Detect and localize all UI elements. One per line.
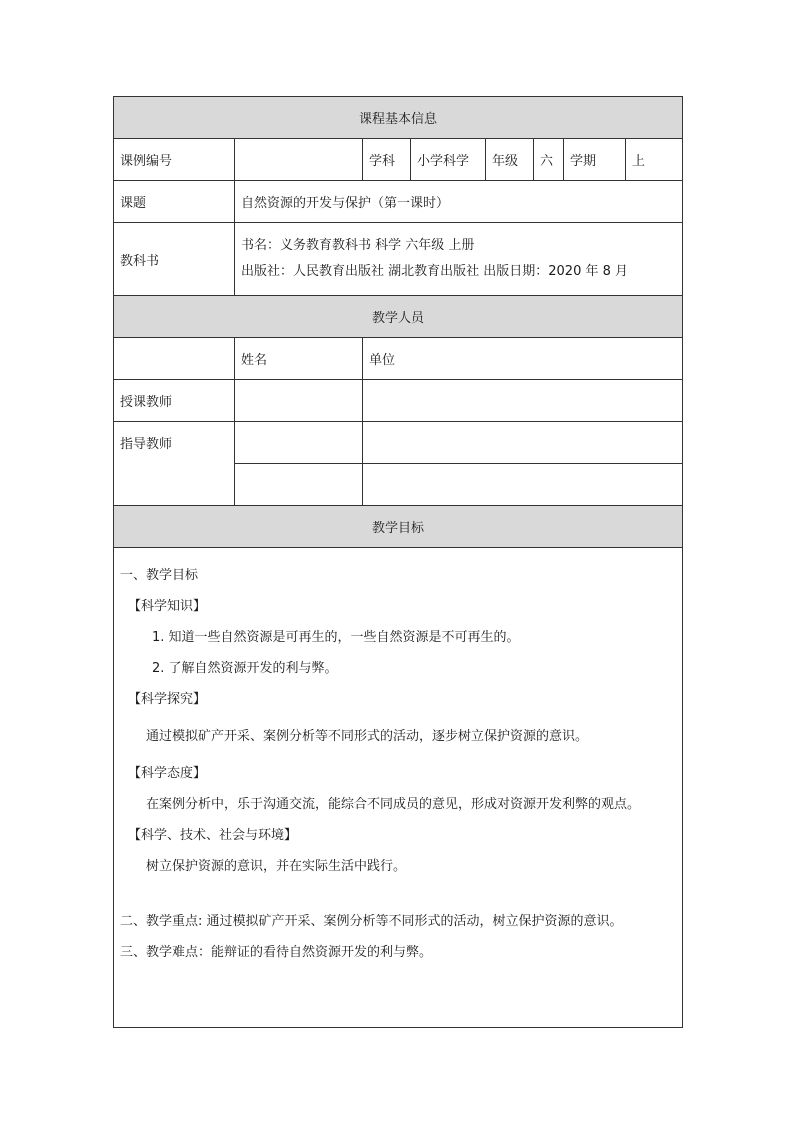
teacher-row [114, 380, 683, 422]
objectives-header-row [114, 506, 683, 548]
term-value: 上 [626, 139, 683, 181]
spacer [120, 882, 676, 906]
sts-text: 树立保护资源的意识，并在实际生活中践行。 [146, 859, 407, 874]
topic-row [114, 181, 683, 223]
knowledge-label: 【科学知识】 [128, 599, 207, 614]
textbook-info [235, 223, 683, 296]
difficulty: 三、教学难点：能辩证的看待自然资源开发的利与弊。 [120, 945, 433, 960]
objectives-content [114, 548, 683, 1028]
subject-label: 学科 [363, 139, 411, 181]
grade-value: 六 [534, 139, 564, 181]
objectives-heading: 一、教学目标 [120, 568, 199, 583]
advisor-row [114, 422, 683, 464]
grade-label: 年级 [486, 139, 534, 181]
textbook-row [114, 223, 683, 296]
topic-label: 课题 [114, 181, 235, 223]
staff-column-row [114, 338, 683, 380]
sts-label: 【科学、技术、社会与环境】 [128, 828, 298, 843]
advisor-name-1 [235, 422, 363, 464]
course-id-value [235, 139, 363, 181]
topic-value: 自然资源的开发与保护（第一课时） [235, 181, 683, 223]
textbook-publisher: 出版社：人民教育出版社 湖北教育出版社 出版日期：2020 年 8 月 [241, 264, 629, 279]
attitude-text: 在案例分析中，乐于沟通交流，能综合不同成员的意见，形成对资源开发利弊的观点。 [146, 797, 641, 812]
staff-header-row [114, 296, 683, 338]
lesson-info-table [113, 96, 683, 1028]
unit-header: 单位 [363, 338, 683, 380]
textbook-label: 教科书 [114, 223, 235, 296]
objectives-content-row [114, 548, 683, 1028]
course-info-title: 课程基本信息 [114, 97, 683, 139]
knowledge-item-2: 2. 了解自然资源开发的利与弊。 [152, 661, 338, 676]
advisor-unit-1 [363, 422, 683, 464]
advisor-label: 指导教师 [114, 422, 235, 506]
teacher-unit [363, 380, 683, 422]
course-id-row [114, 139, 683, 181]
inquiry-label: 【科学探究】 [128, 692, 207, 707]
textbook-title: 书名：义务教育教科书 科学 六年级 上册 [241, 238, 475, 253]
subject-value: 小学科学 [411, 139, 486, 181]
advisor-name-2 [235, 464, 363, 506]
inquiry-text: 通过模拟矿产开采、案例分析等不同形式的活动，逐步树立保护资源的意识。 [146, 729, 589, 744]
objectives-title: 教学目标 [114, 506, 683, 548]
name-header: 姓名 [235, 338, 363, 380]
term-label: 学期 [564, 139, 626, 181]
course-id-label: 课例编号 [114, 139, 235, 181]
teacher-name [235, 380, 363, 422]
staff-empty-cell [114, 338, 235, 380]
advisor-unit-2 [363, 464, 683, 506]
attitude-label: 【科学态度】 [128, 766, 207, 781]
key-point: 二、教学重点: 通过模拟矿产开采、案例分析等不同形式的活动，树立保护资源的意识。 [120, 914, 623, 929]
teacher-label: 授课教师 [114, 380, 235, 422]
staff-title: 教学人员 [114, 296, 683, 338]
course-info-header-row [114, 97, 683, 139]
knowledge-item-1: 1. 知道一些自然资源是可再生的，一些自然资源是不可再生的。 [152, 630, 520, 645]
